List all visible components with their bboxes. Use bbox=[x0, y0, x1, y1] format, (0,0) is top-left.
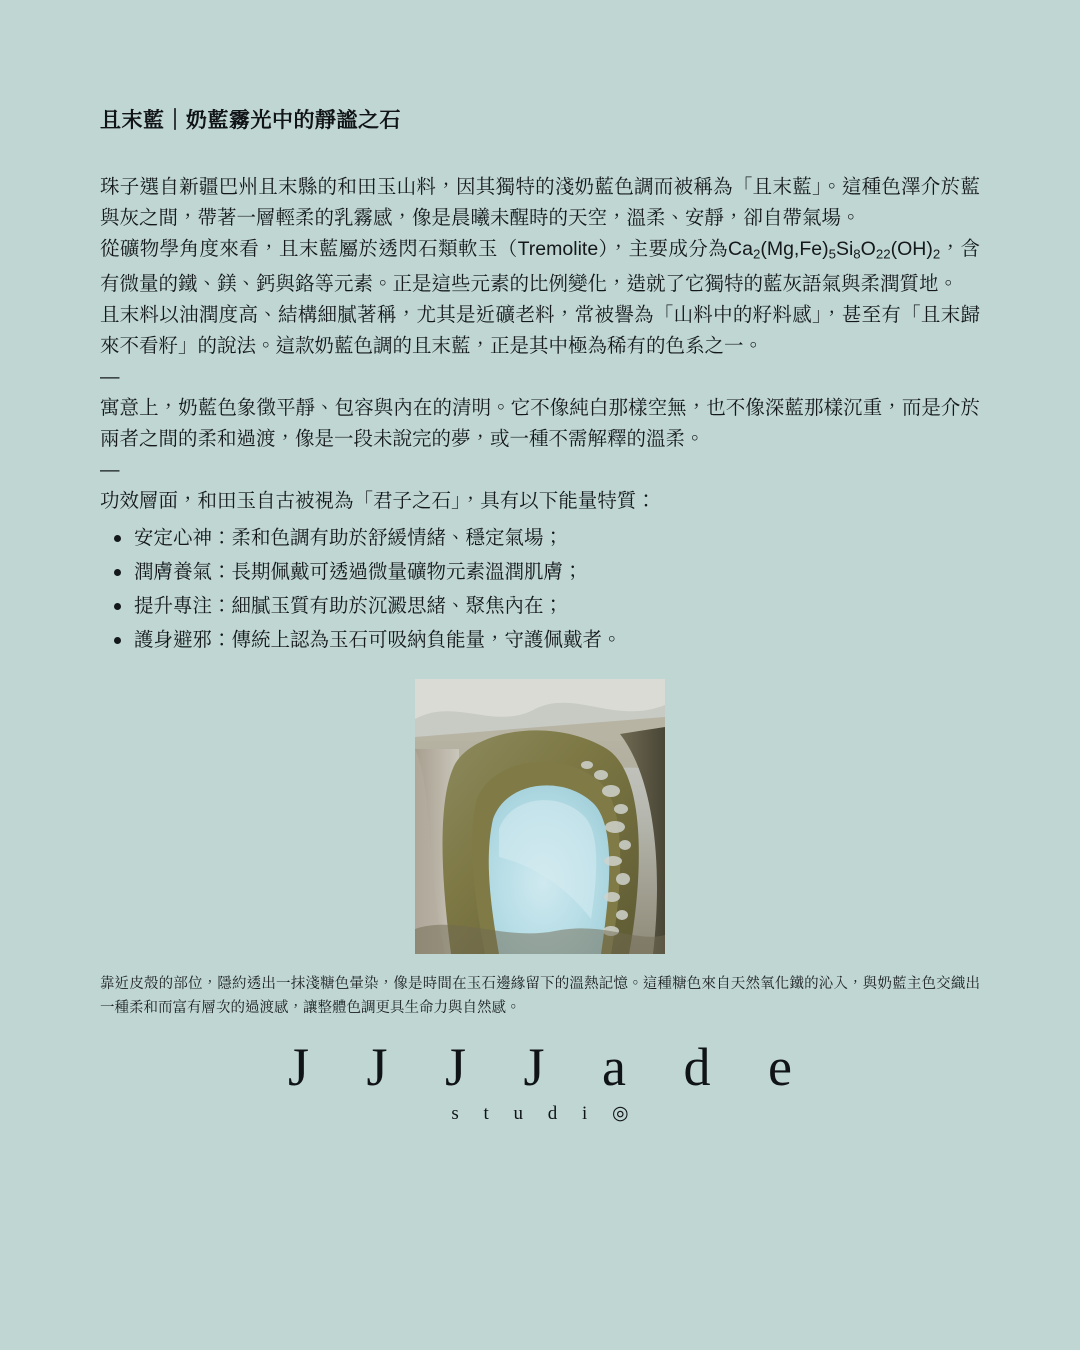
paragraph-texture: 且末料以油潤度高、結構細膩著稱，尤其是近礦老料，常被譽為「山料中的籽料感」，甚至有「且末歸來不看籽」的說法。這款奶藍色調的且末藍，正是其中極為稀有的色系之一。 bbox=[100, 304, 980, 358]
brand-name: J J J J a d e bbox=[288, 1036, 814, 1097]
page-title: 且末藍｜奶藍霧光中的靜謐之石 bbox=[100, 109, 401, 132]
list-item: 護身避邪：傳統上認為玉石可吸納負能量，守護佩戴者。 bbox=[134, 623, 980, 657]
brand-subtitle: s t u d i ◎ bbox=[451, 1102, 639, 1124]
paragraph-symbolism: 寓意上，奶藍色象徵平靜、包容與內在的清明。它不像純白那樣空無，也不像深藍那樣沉重，而是介於兩者之間的柔和過渡，像是一段未說完的夢，或一種不需解釋的溫柔。 bbox=[100, 397, 980, 451]
paragraph-intro: 珠子選自新疆巴州且末縣的和田玉山料，因其獨特的淺奶藍色調而被稱為「且末藍」。這種色澤介於藍與灰之間，帶著一層輕柔的乳霧感，像是晨曦未醒時的天空，溫柔、安靜，卻自帶氣場。 bbox=[100, 176, 980, 229]
article-body bbox=[100, 172, 980, 657]
list-item: 提升專注：細膩玉質有助於沉澱思緒、聚焦內在； bbox=[134, 589, 980, 623]
paragraph-mineralogy-tail: ，含有微量的鐵、鎂、鈣與鉻等元素。正是這些元素的比例變化，造就了它獨特的藍灰語氣與柔潤質地。 bbox=[100, 238, 980, 296]
divider-2: — bbox=[100, 459, 120, 482]
brand-logo bbox=[100, 1035, 980, 1129]
divider-1: — bbox=[100, 366, 120, 389]
chemical-formula: $Ca_2(Mg,Fe)_5Si_8O_{22}(OH)_2$ bbox=[728, 238, 941, 262]
benefits-list bbox=[100, 521, 980, 657]
paragraph-mineralogy-lead: 從礦物學角度來看，且末藍屬於透閃石類軟玉（Tremolite），主要成分為 bbox=[100, 238, 729, 260]
paragraph-mineralogy bbox=[100, 234, 980, 300]
list-item: 潤膚養氣：長期佩戴可透過微量礦物元素溫潤肌膚； bbox=[134, 555, 980, 589]
list-item: 安定心神：柔和色調有助於舒緩情緒、穩定氣場； bbox=[134, 521, 980, 555]
figure-caption: 靠近皮殼的部位，隱約透出一抹淺糖色暈染，像是時間在玉石邊緣留下的溫熱記憶。這種糖色來自天然氧化鐵的沁入，與奶藍主色交織出一種柔和而富有層次的過渡感，讓整體色調更具生命力與自然感。 bbox=[100, 976, 980, 1017]
jade-stone-illustration bbox=[415, 679, 665, 954]
paragraph-benefits-lead: 功效層面，和田玉自古被視為「君子之石」，具有以下能量特質： bbox=[100, 490, 656, 513]
jade-stone-photo bbox=[415, 679, 665, 954]
